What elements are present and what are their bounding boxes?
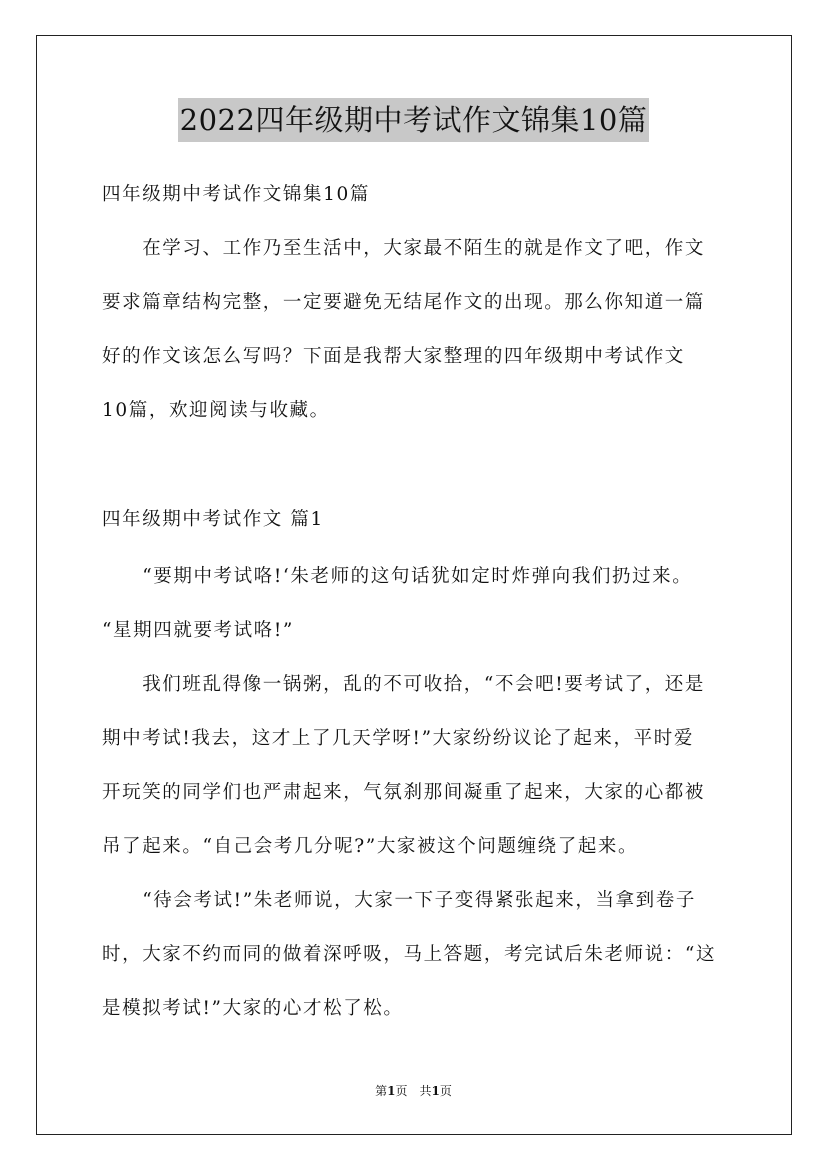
body-line: 时，大家不约而同的做着深呼吸，马上答题，考完试后朱老师说：“这 (102, 944, 717, 965)
footer-page-number: 1 (387, 1084, 396, 1098)
intro-line: 10篇，欢迎阅读与收藏。 (102, 400, 330, 421)
intro-line: 要求篇章结构完整，一定要避免无结尾作文的出现。那么你知道一篇 (102, 292, 706, 313)
title-container (0, 98, 827, 142)
body-line: 是模拟考试!”大家的心才松了松。 (102, 998, 404, 1019)
body-line: 开玩笑的同学们也严肃起来，气氛刹那间凝重了起来，大家的心都被 (102, 782, 706, 803)
footer-suffix: 页 (439, 1084, 452, 1098)
document-subtitle: 四年级期中考试作文锦集10篇 (102, 184, 370, 205)
intro-line: 在学习、工作乃至生活中，大家最不陌生的就是作文了吧，作文 (102, 238, 706, 259)
document-title: 2022四年级期中考试作文锦集10篇 (178, 98, 650, 142)
section-heading: 四年级期中考试作文 篇1 (102, 509, 324, 530)
footer-mid: 页 共 (395, 1084, 432, 1098)
body-line: 我们班乱得像一锅粥，乱的不可收拾，“不会吧!要考试了，还是 (102, 674, 705, 695)
intro-line: 好的作文该怎么写吗？下面是我帮大家整理的四年级期中考试作文 (102, 346, 685, 367)
body-line: 吊了起来。“自己会考几分呢?”大家被这个问题缠绕了起来。 (102, 836, 639, 857)
footer-prefix: 第 (375, 1084, 388, 1098)
body-line: “星期四就要考试咯!” (102, 620, 294, 641)
footer-page-total: 1 (431, 1084, 440, 1098)
body-line: “待会考试!”朱老师说，大家一下子变得紧张起来，当拿到卷子 (102, 890, 696, 911)
page-footer (0, 1083, 827, 1099)
body-line: 期中考试!我去，这才上了几天学呀!”大家纷纷议论了起来，平时爱 (102, 728, 694, 749)
body-line: “要期中考试咯!‘朱老师的这句话犹如定时炸弹向我们扔过来。 (102, 566, 693, 587)
